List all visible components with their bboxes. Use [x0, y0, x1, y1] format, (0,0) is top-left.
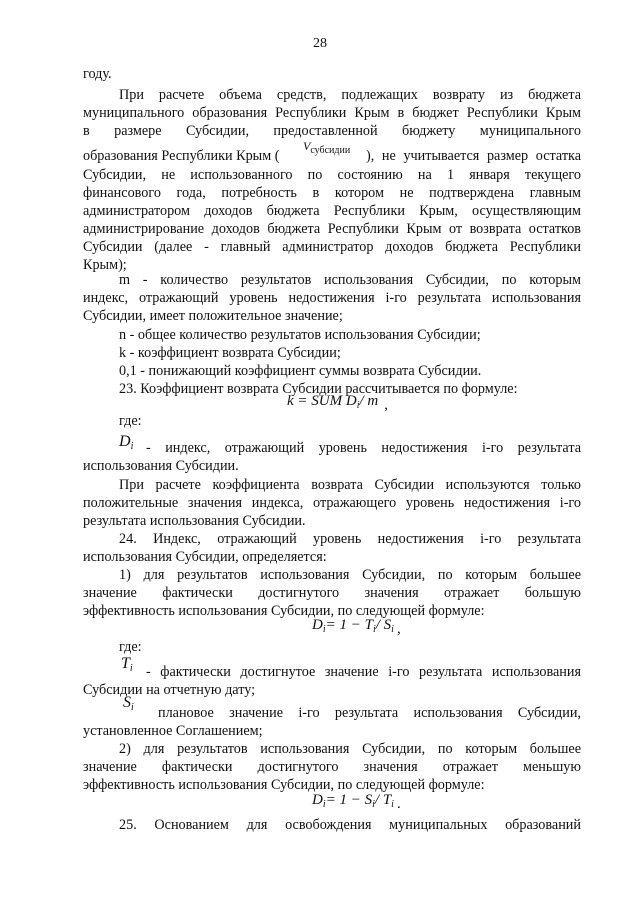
text-line: Крым); — [83, 257, 127, 273]
text-line: администратором доходов бюджета Республики Крым, осуществляющим — [83, 203, 581, 219]
formula-d-1: $D_i= 1 - T_i/$ $S_i$ , — [312, 617, 401, 637]
text-line: плановое значение i-го результата использования Субсидии, — [158, 705, 581, 721]
text-line: При расчете коэффициента возврата Субсидии используются только — [119, 477, 581, 493]
text-line: образования Республики Крым ( — [83, 148, 280, 164]
text-line: результата использования Субсидии. — [83, 513, 306, 529]
text-line: 0,1 - понижающий коэффициент суммы возврата Субсидии. — [119, 363, 482, 379]
text-line: финансового года, потребность в котором не подтверждена главным — [83, 185, 581, 201]
text-line: году. — [83, 66, 112, 82]
text-line: 23. Коэффициент возврата Субсидии рассчитывается по формуле: — [119, 381, 518, 397]
text-line: муниципального образования Республики Крым в бюджет Республики Крым — [83, 105, 581, 121]
text-line: 24. Индекс, отражающий уровень недостижения i-го результата — [119, 531, 581, 547]
text-line: ), не учитывается размер остатка — [366, 148, 581, 164]
page-number: 28 — [313, 36, 327, 51]
text-line: Субсидии, имеет положительное значение; — [83, 308, 343, 324]
text-line: - индекс, отражающий уровень недостижения i-го результата — [146, 440, 581, 456]
text-line: эффективность использования Субсидии, по следующей формуле: — [83, 777, 485, 793]
text-line: k - коэффициент возврата Субсидии; — [119, 345, 341, 361]
text-line: - фактически достигнутое значение i-го результата использования — [146, 664, 581, 680]
text-line: установленное Соглашением; — [83, 723, 263, 739]
text-line: 25. Основанием для освобождения муниципальных образований — [119, 817, 581, 833]
text-line: эффективность использования Субсидии, по следующей формуле: — [83, 603, 485, 619]
text-line: в размере Субсидии, предоставленной бюджету муниципального — [83, 123, 581, 139]
text-line: индекс, отражающий уровень недостижения i-го результата использования — [83, 290, 581, 306]
symbol-t-i: $T_i$ — [121, 655, 133, 674]
text-line: 1) для результатов использования Субсидии, по которым большее — [119, 567, 581, 583]
text-line: положительные значения индекса, отражающего уровень недостижения i-го — [83, 495, 581, 511]
symbol-d-i: $D_i$ — [119, 433, 134, 452]
text-line: Субсидии, не использованного по состоянию на 1 января текущего — [83, 167, 581, 183]
text-line: значение фактически достигнутого значения отражает меньшую — [83, 759, 581, 775]
formula-k: k = SUM $D_i/$ m , — [287, 393, 388, 413]
text-line: значение фактически достигнутого значения отражает большую — [83, 585, 581, 601]
text-line: администрирование доходов бюджета Республики Крым от возврата остатков — [83, 221, 581, 237]
text-line: 2) для результатов использования Субсидии, по которым большее — [119, 741, 581, 757]
text-line: Субсидии (далее - главный администратор доходов бюджета Республики — [83, 239, 581, 255]
symbol-s-i: $S_i$ — [123, 694, 134, 713]
text-line: При расчете объема средств, подлежащих возврату из бюджета — [119, 87, 581, 103]
text-line: где: — [119, 413, 142, 429]
text-line: m - количество результатов использования Субсидии, по которым — [119, 272, 581, 288]
formula-v-subsidy: $V_{субсидии}$ — [303, 139, 351, 156]
text-line: использования Субсидии. — [83, 458, 239, 474]
formula-d-2: $D_i= 1 - S_i/$ $T_i$ . — [312, 792, 401, 812]
text-line: использования Субсидии, определяется: — [83, 549, 327, 565]
text-line: Субсидии на отчетную дату; — [83, 682, 256, 698]
text-line: где: — [119, 639, 142, 655]
text-line: n - общее количество результатов использования Субсидии; — [119, 327, 481, 343]
